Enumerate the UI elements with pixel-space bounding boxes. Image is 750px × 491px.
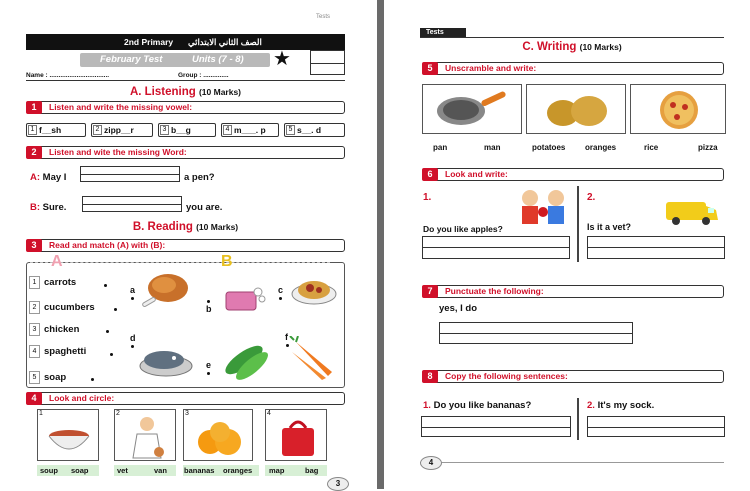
choice-pair bbox=[114, 465, 176, 476]
soap-icon bbox=[222, 284, 266, 314]
q8-header: 8 Copy the following sentences: bbox=[422, 370, 724, 383]
answer-lines[interactable] bbox=[439, 322, 633, 344]
col-b-label: B bbox=[221, 253, 233, 270]
test-units: Units (7 - 8) bbox=[192, 54, 244, 65]
choice-pair bbox=[183, 465, 259, 476]
q7-header: 7 Punctuate the following: bbox=[422, 285, 724, 298]
match-dot[interactable] bbox=[114, 308, 117, 311]
match-dot[interactable] bbox=[91, 378, 94, 381]
choice-word[interactable]: vet bbox=[117, 466, 128, 475]
match-dot[interactable] bbox=[207, 372, 210, 375]
star-icon: ★ bbox=[273, 48, 291, 70]
match-item: 5 soap bbox=[29, 371, 66, 384]
oranges-icon bbox=[196, 420, 244, 458]
choice-word[interactable]: bananas bbox=[184, 466, 215, 475]
book-spine bbox=[377, 0, 384, 489]
soup-bowl-icon bbox=[46, 420, 92, 458]
vowel-item[interactable]: 5 s__. d bbox=[284, 123, 345, 137]
choice-word[interactable]: van bbox=[154, 466, 167, 475]
q2-line1: A: May I bbox=[30, 172, 67, 183]
col-a-label: A bbox=[51, 253, 63, 270]
chicken-leg-icon bbox=[138, 270, 190, 312]
q2-line1-end: a pen? bbox=[184, 172, 215, 183]
question-text: Is it a vet? bbox=[587, 222, 632, 232]
picture-frame bbox=[422, 84, 522, 134]
item-number: 1. bbox=[423, 192, 432, 203]
test-title-band bbox=[80, 53, 270, 67]
scramble-word: oranges bbox=[585, 143, 617, 152]
spaghetti-icon bbox=[290, 266, 338, 308]
cooked-fish-icon bbox=[138, 342, 194, 378]
picture-frame bbox=[630, 84, 726, 134]
choice-word[interactable]: map bbox=[269, 466, 285, 475]
bag-icon bbox=[276, 416, 320, 460]
answer-box[interactable] bbox=[80, 166, 180, 182]
item-number: 2. bbox=[587, 192, 596, 203]
q2-header: 2 Listen and wite the missing Word: bbox=[26, 146, 345, 159]
page-number: 4 bbox=[420, 456, 442, 470]
corner-tag: Tests bbox=[420, 28, 466, 37]
answer-lines[interactable] bbox=[587, 236, 725, 259]
cucumber-icon bbox=[220, 338, 272, 382]
copy-sentence: 2. It's my sock. bbox=[587, 400, 655, 411]
section-c-title: C. Writing (10 Marks) bbox=[522, 41, 622, 53]
children-apples-icon bbox=[514, 186, 574, 230]
pizza-icon bbox=[653, 90, 705, 130]
page-number: 3 bbox=[327, 477, 349, 491]
corner-tag: Tests bbox=[316, 14, 331, 20]
q5-header: 5 Unscramble and write: bbox=[422, 62, 724, 75]
picture-frame: 3 bbox=[183, 409, 253, 461]
vowel-item[interactable]: 2 zipp__r bbox=[91, 123, 153, 137]
punctuate-sentence: yes, I do bbox=[439, 303, 478, 314]
q2-line2-end: you are. bbox=[186, 202, 223, 213]
name-line[interactable]: Name : ................................. bbox=[26, 72, 110, 79]
scramble-word: rice bbox=[644, 143, 659, 152]
match-item: 1 carrots bbox=[29, 276, 76, 289]
vowel-item[interactable]: 1 f__sh bbox=[26, 123, 86, 137]
grade-label: 2nd Primary bbox=[124, 37, 174, 47]
score-box bbox=[310, 50, 345, 75]
letter-c: c bbox=[278, 285, 284, 295]
match-dot[interactable] bbox=[131, 297, 134, 300]
scramble-word: man bbox=[484, 143, 501, 152]
choice-word[interactable]: soap bbox=[71, 466, 89, 475]
match-item: 4 spaghetti bbox=[29, 345, 86, 358]
match-dot[interactable] bbox=[104, 284, 107, 287]
frying-pan-icon bbox=[435, 91, 511, 129]
choice-word[interactable]: oranges bbox=[223, 466, 253, 475]
choice-pair bbox=[265, 465, 327, 476]
q2-line2: B: Sure. bbox=[30, 202, 67, 213]
picture-frame: 1 bbox=[37, 409, 99, 461]
copy-sentence: 1. Do you like bananas? bbox=[423, 400, 532, 411]
letter-f: f bbox=[285, 332, 288, 342]
section-a-title: A. Listening (10 Marks) bbox=[129, 86, 242, 98]
letter-a: a bbox=[130, 285, 136, 295]
right-page bbox=[384, 0, 750, 489]
group-line[interactable]: Group : .............. bbox=[178, 72, 229, 79]
van-icon bbox=[662, 196, 722, 226]
vowel-item[interactable]: 4 m___. p bbox=[221, 123, 279, 137]
match-item: 3 chicken bbox=[29, 323, 79, 336]
picture-frame: 4 bbox=[265, 409, 327, 461]
match-dot[interactable] bbox=[207, 300, 210, 303]
scramble-word: pan bbox=[433, 143, 448, 152]
letter-e: e bbox=[206, 360, 212, 370]
grade-arabic: الصف الثاني الابتدائي bbox=[188, 37, 262, 47]
scramble-word: potatoes bbox=[532, 143, 566, 152]
scramble-word: pizza bbox=[698, 143, 718, 152]
answer-box[interactable] bbox=[82, 196, 182, 212]
picture-frame bbox=[526, 84, 626, 134]
match-dot[interactable] bbox=[110, 353, 113, 356]
vet-icon bbox=[127, 414, 167, 460]
match-dot[interactable] bbox=[106, 330, 109, 333]
test-name: February Test bbox=[100, 54, 163, 65]
potatoes-icon bbox=[545, 91, 609, 129]
choice-word[interactable]: soup bbox=[40, 466, 58, 475]
choice-word[interactable]: bag bbox=[305, 466, 319, 475]
picture-frame: 2 bbox=[114, 409, 176, 461]
q3-header: 3 Read and match (A) with (B): bbox=[26, 239, 345, 252]
match-item: 2 cucumbers bbox=[29, 301, 95, 314]
answer-lines[interactable] bbox=[422, 236, 570, 259]
match-dot[interactable] bbox=[131, 345, 134, 348]
answer-lines[interactable] bbox=[421, 416, 571, 437]
answer-lines[interactable] bbox=[587, 416, 725, 437]
section-b-title: B. Reading (10 Marks) bbox=[132, 221, 239, 233]
carrots-icon bbox=[288, 336, 338, 382]
vowel-item[interactable]: 3 b__g bbox=[158, 123, 216, 137]
q6-header: 6 Look and write: bbox=[422, 168, 724, 181]
question-text: Do you like apples? bbox=[423, 224, 503, 234]
letter-d: d bbox=[130, 333, 136, 343]
header-bar bbox=[26, 34, 345, 50]
match-dot[interactable] bbox=[279, 297, 282, 300]
q1-header: 1 Listen and write the missing vowel: bbox=[26, 101, 345, 114]
letter-b: b bbox=[206, 304, 212, 314]
choice-pair bbox=[37, 465, 99, 476]
q4-header: 4 Look and circle: bbox=[26, 392, 345, 405]
